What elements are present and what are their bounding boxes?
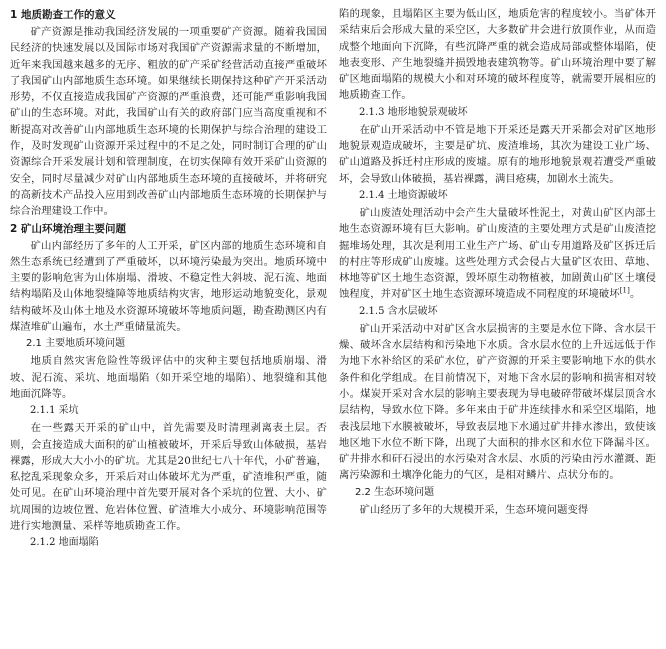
citation-ref: [1] [619,287,630,296]
section-2-1-3-heading: 2.1.3 地形地貌景观破坏 [359,106,468,118]
section-2-1-5-heading: 2.1.5 含水层破坏 [359,305,438,317]
section-2-1-heading: 2.1 主要地质环境问题 [26,338,126,350]
section-2-1-2-paragraph: 陷的现象，且塌陷区主要为低山区，地质危害的程度较小。当矿体开采结束后会形成大量的采空区，大多数矿井会进行放顶作业，从而造成整个地面向下沉降，有些沉降严重的就会造成局部或整体塌陷，使地表变形、产生地裂缝并损毁地表建筑物等。矿山环境治理中要了解矿区地面塌陷的规模大小和对环境的破坏程度等，就需要开展相应的地质勘查工作。 [339,8,656,102]
section-1-heading: 1 地质勘查工作的意义 [10,9,116,21]
section-2-1-paragraph: 地质自然灾害危险性等级评估中的灾种主要包括地质崩塌、滑坡、泥石流、采坑、地面塌陷（如开采空地的塌陷）、地裂缝和其他地面沉降等。 [10,355,327,400]
section-2-heading: 2 矿山环境治理主要问题 [10,222,126,235]
left-column [10,6,327,649]
section-2-1-2-heading: 2.1.2 地面塌陷 [30,537,99,549]
section-2-2-heading: 2.2 生态环境问题 [355,486,435,498]
section-2-1-4-text: 矿山废渣处理活动中会产生大量破坏性泥土，对黄山矿区内部土地生态资源环境有巨大影响。矿山废渣的主要处理方式是矿山废渣挖掘堆场处理，其次是利用工业生产广场、矿山专用道路及矿区拆迁后的村庄等形成矿山废墟。这些处理方式会侵占大量矿区农田、草地、林地等矿区土地生态资源，毁坏原生动物植被，加剧黄山矿区土壤侵蚀程度，并对矿区土地生态资源环境造成不同程度的环境破坏 [339,206,656,301]
section-2-1-4-end: 。 [629,288,641,301]
section-2-1-4-heading: 2.1.4 土地资源破坏 [359,189,448,201]
section-1-paragraph: 矿产资源是推动我国经济发展的一项重要矿产资源。随着我国国民经济的快速发展以及国际市场对我国矿产资源需求量的不断增加，近年来我国越来越多的无序、粗放的矿产采矿经营活动直接严重破坏了我国矿山内部地质生态环境。如果继续长期保持这种矿产开采活动形势，不仅直接造成我国矿产资源的严重浪费，还可能严重影响我国矿山的生态环境。对此，我国矿山有关的政府部门应当高度重视和不断提高对改善矿山内部地质生态环境的长期保护与综合治理的建设工作，及时发现矿山资源开采过程中的不足之处，同时制订合理的矿山资源综合开采发展计划和管理制度，在切实保障有效开采矿山资源的安全，同时尽量减少对矿山内部地质生态环境的直接破坏，并将研究的高新技术产品投入应用到改善矿山内部地质生态环境的长期保护与综合治理建设工作中。 [10,26,327,218]
section-2-1-3-paragraph: 在矿山开采活动中不管是地下开采还是露天开采都会对矿区地形地貌景观造成破坏，主要是矿坑、废渣堆场，其次为建设工业广场、矿山道路及拆迁村庄形成的废墟。原有的地形地貌景观若遭受严重破坏，会导致山体破损，基岩裸露，满目疮痍，加剧水土流失。 [339,123,656,185]
section-2-paragraph: 矿山内部经历了多年的人工开采，矿区内部的地质生态环境和自然生态系统已经遭到了严重破坏，以环境污染最为突出。地质环境中主要的影响危害为山体崩塌、滑坡、不稳定性大斜坡、泥石流、地面结构塌陷及山体地裂缝障等地质结构灾害，地形运动地貌变化，景观结构破坏及山体土地及水资源环境破坏等地质问题，勘查勘测区内有煤渣堆矿山遍布，水土严重储量流失。 [10,239,327,334]
right-column [339,6,656,649]
section-2-2-paragraph: 矿山经历了多年的大规模开采，生态环境问题变得 [359,503,589,516]
section-2-1-1-heading: 2.1.1 采坑 [30,405,79,417]
section-2-1-4-paragraph [339,205,656,303]
section-2-1-1-paragraph: 在一些露天开采的矿山中，首先需要及时清理剥离表土层。否则，会直接造成大面积的矿山植被破坏，开采后导致山体破损，基岩裸露，形成大大小小的矿坑。尤其是20世纪七八十年代，小矿普遍，私挖乱采现象众多，开采后对山体破坏尤为严重，矿渣堆积严重，随处可见。在矿山环境治理中首先要开展对各个采坑的位置、大小、矿坑周围的边坡位置、危岩体位置、矿渣堆大小成分、环境影响范围等进行实地测量、采样等地质勘查工作。 [10,422,327,533]
section-2-1-5-paragraph: 矿山开采活动中对矿区含水层损害的主要是水位下降、含水层干燥、破坏含水层结构和污染地下水质。含水层水位的上升远远低于作为地下水补给区的采矿水位，矿产资源的开采主要影响地下水的供水条件和化学组成。在目前情况下，对地下含水层的影响和损害相对较小。煤炭开采对含水层的影响主要表现为导电破碎带破坏煤层顶含水层结构，导致水位下降。多年来由于矿井连续排水和采空区塌陷，地表浅层地下水膜被破坏，导致表层地下水通过矿井排水渗出，致使该地区地下水位不断下降，出现了大面积的排水区和水位下降漏斗区。矿井排水和矸石浸出的水污染对含水层、水质的污染由污水灌溉、距离污染源和土壤净化能力的气区，是相对鳞片、点状分布的。 [339,322,656,482]
